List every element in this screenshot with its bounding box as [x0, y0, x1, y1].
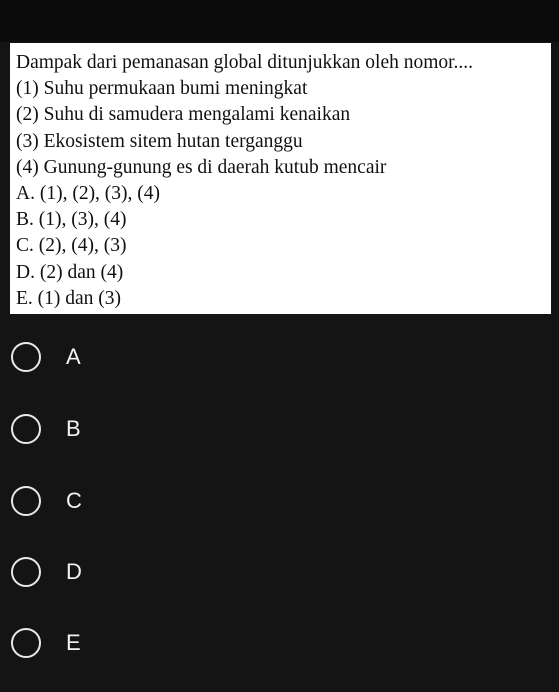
option-b[interactable]: [0, 394, 559, 464]
option-label: C: [66, 488, 82, 513]
question-stem: Dampak dari pemanasan global ditunjukkan oleh nomor....: [16, 52, 474, 73]
option-d[interactable]: [0, 537, 559, 607]
question-image: [10, 43, 551, 314]
top-bar: [0, 0, 559, 42]
option-label: B: [66, 416, 81, 441]
radio-icon[interactable]: [11, 557, 41, 587]
statement-3: (3) Ekosistem sitem hutan terganggu: [16, 130, 303, 152]
choice-text-d: D. (2) dan (4): [16, 261, 124, 283]
option-label: A: [66, 344, 81, 369]
radio-icon[interactable]: [11, 486, 41, 516]
option-e[interactable]: [0, 608, 559, 678]
option-c[interactable]: [0, 466, 559, 536]
choice-text-b: B. (1), (3), (4): [16, 209, 127, 231]
radio-icon[interactable]: [11, 342, 41, 372]
option-a[interactable]: [0, 322, 559, 392]
statement-1: (1) Suhu permukaan bumi meningkat: [16, 78, 308, 100]
option-label: D: [66, 559, 82, 584]
choice-text-c: C. (2), (4), (3): [16, 235, 127, 257]
radio-icon[interactable]: [11, 628, 41, 658]
statement-2: (2) Suhu di samudera mengalami kenaikan: [16, 104, 351, 126]
radio-icon[interactable]: [11, 414, 41, 444]
choice-text-e: E. (1) dan (3): [16, 287, 122, 309]
statement-4: (4) Gunung-gunung es di daerah kutub mencair: [16, 156, 387, 178]
choice-text-a: A. (1), (2), (3), (4): [16, 183, 161, 205]
option-label: E: [66, 630, 81, 655]
